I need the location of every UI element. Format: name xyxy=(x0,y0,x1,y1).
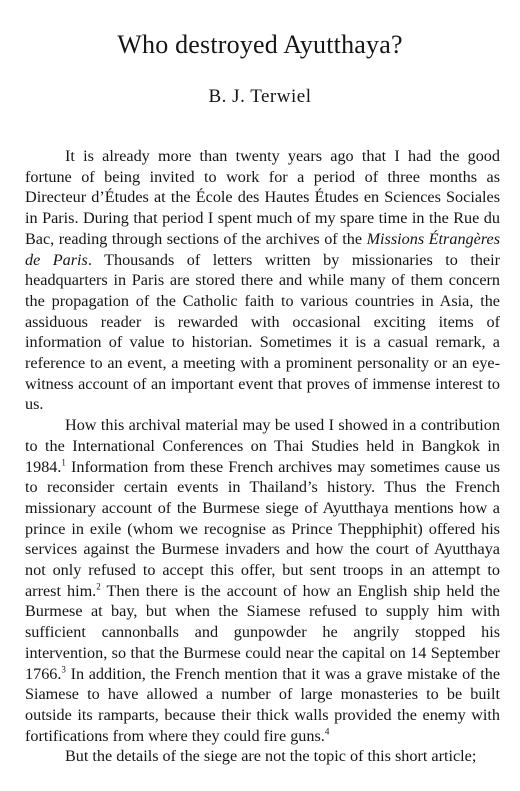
body-paragraph xyxy=(25,146,500,415)
body-paragraph xyxy=(25,746,500,767)
paragraph-text: Then there is the account of how an English ship held the Burmese at bay, but when the Siamese refused to supply him with sufficient cannonballs and gunpowder he angrily stopped his intervention, so that the Burmese could near the capital on 14 September 1766. xyxy=(25,581,500,683)
article-author: B. J. Terwiel xyxy=(208,86,312,107)
footnote-marker: 3 xyxy=(61,664,66,675)
footnote-marker: 1 xyxy=(61,457,66,468)
paragraph-text: Information from these French archives may sometimes cause us to reconsider certain events in Thailand’s history. Thus the French missionary account of the Burmese siege of Ayutthaya mentions how a prince in exile (whom we recognise as Prince Thepphiphit) offered his services against the Burmese invaders and how the court of Ayutthaya not only refused to accept this offer, but sent troops in an attempt to arrest him. xyxy=(25,457,500,600)
paragraph-text: But the details of the siege are not the topic of this short article; xyxy=(65,747,477,766)
paragraph-text: . Thousands of letters written by missionaries to their headquarters in Paris are stored there and while many of them concern the propagation of the Catholic faith to various countries in Asia, the assiduous reader is rewarded with occasional exciting items of information of value to historian. Sometimes it is a casual remark, a reference to an event, a meeting with a prominent personality or an eye-witness account of an important event that proves of immense interest to us. xyxy=(25,250,500,414)
footnote-marker: 2 xyxy=(96,581,101,592)
paragraph-text: In addition, the French mention that it was a grave mistake of the Siamese to have allowed a number of large monasteries to be built outside its ramparts, because their thick walls provided the enemy with fortifications from where they could fire guns. xyxy=(25,664,500,745)
paragraph-text: It is already more than twenty years ago that I had the good fortune of being invited to work for a period of three months as Directeur d’Études at the École des Hautes Études en Sciences Sociales in Paris. During that period I spent much of my spare time in the Rue du Bac, reading through sections of the archives of the xyxy=(25,147,500,248)
article-title: Who destroyed Ayutthaya? xyxy=(117,30,403,59)
body-paragraph xyxy=(25,415,500,746)
paragraph-text: How this archival material may be used I showed in a contribution to the International Conferences on Thai Studies held in Bangkok in 1984. xyxy=(25,416,500,476)
footnote-marker: 4 xyxy=(324,726,330,737)
article-body xyxy=(25,146,500,767)
italic-text: Missions Étrangères de Paris xyxy=(25,229,500,269)
